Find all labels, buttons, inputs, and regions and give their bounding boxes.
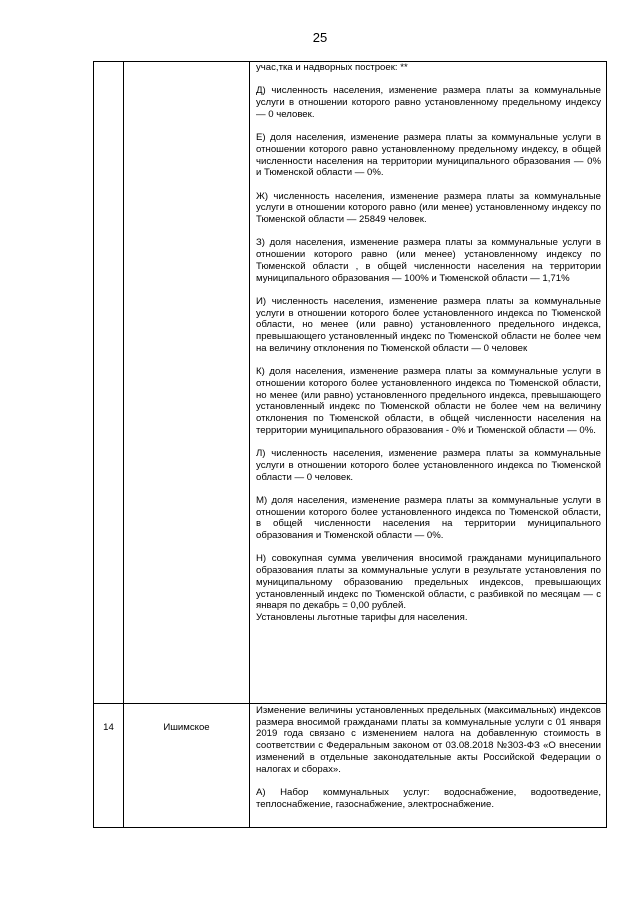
row-number: 14 xyxy=(103,722,114,733)
paragraph: Установлены льготные тарифы для населения. xyxy=(256,611,468,623)
municipality-name: Ишимское xyxy=(163,722,210,733)
paragraph: учас,тка и надворных построек: ** xyxy=(256,62,408,73)
paragraph: Ж) численность населения, изменение размера платы за коммунальные услуги в отношении которого равно (или менее) установленному индексу по Тюменской области — 25849 человек. xyxy=(256,190,601,226)
paragraph: Е) доля населения, изменение размера платы за коммунальные услуги в отношении которого равно установленному предельному индексу, в общей численности населения на территории муниципального образования — 0% и Тюменской области — 0%. xyxy=(256,132,601,179)
paragraph: З) доля населения, изменение размера платы за коммунальные услуги в отношении которого равно (или менее) установленному индексу по Тюменской области , в общей численности населения на территории муниципального образования — 100% и Тюменской области — 1,71% xyxy=(256,237,601,284)
paragraph: Д) численность населения, изменение размера платы за коммунальные услуги в отношении которого равно установленному предельному индексу — 0 человек. xyxy=(256,85,601,120)
paragraph: М) доля населения, изменение размера платы за коммунальные услуги в отношении которого более установленного индекса по Тюменской области, в общей численности населения на территории муниципального образования и Тюменской области — 0%. xyxy=(256,494,601,541)
data-table xyxy=(93,61,607,828)
page-number: 25 xyxy=(312,30,328,45)
paragraph: К) доля населения, изменение размера платы за коммунальные услуги в отношении которого более установленного индекса по Тюменской области, но менее (или равно) установленного предельного индекса, превышающего установленный индекс по Тюменской области не более чем на величину отклонения по Тюменской области, в общей численности населения на территории муниципального образования - 0% и Тюменской области — 0%. xyxy=(256,366,601,436)
paragraph: Н) совокупная сумма увеличения вносимой гражданами муниципального образования платы за коммунальные услуги в результате установления по муниципальному образованию предельных индексов, превышающих установленный индекс по Тюменской области, с разбивкой по месяцам — с января по декабрь = 0,00 рублей. xyxy=(256,553,601,612)
column-divider xyxy=(123,62,124,827)
previous-row-description xyxy=(256,62,601,624)
column-divider xyxy=(249,62,250,827)
paragraph: Л) численность населения, изменение размера платы за коммунальные услуги в отношении которого более установленного индекса по Тюменской области — 0 человек. xyxy=(256,448,601,483)
paragraph: А) Набор коммунальных услуг: водоснабжение, водоотведение, теплоснабжение, газоснабжение, электроснабжение. xyxy=(256,786,601,810)
paragraph: И) численность населения, изменение размера платы за коммунальные услуги в отношении которого более установленного индекса по Тюменской области, но менее (или равно) установленного предельного индекса, превышающего установленный индекс по Тюменской области не более чем на величину отклонения по Тюменской области — 0 человек xyxy=(256,295,601,354)
row-14-description xyxy=(256,705,601,822)
row-divider xyxy=(94,703,606,704)
paragraph: Изменение величины установленных предельных (максимальных) индексов размера вносимой гражданами платы за коммунальные услуги с 01 января 2019 года связано с изменением налога на добавленную стоимость в соответствии с Федеральным законом от 03.08.2018 №303-ФЗ «О внесении изменений в отдельные законодательные акты Российской Федерации о налогах и сборах». xyxy=(256,705,601,775)
